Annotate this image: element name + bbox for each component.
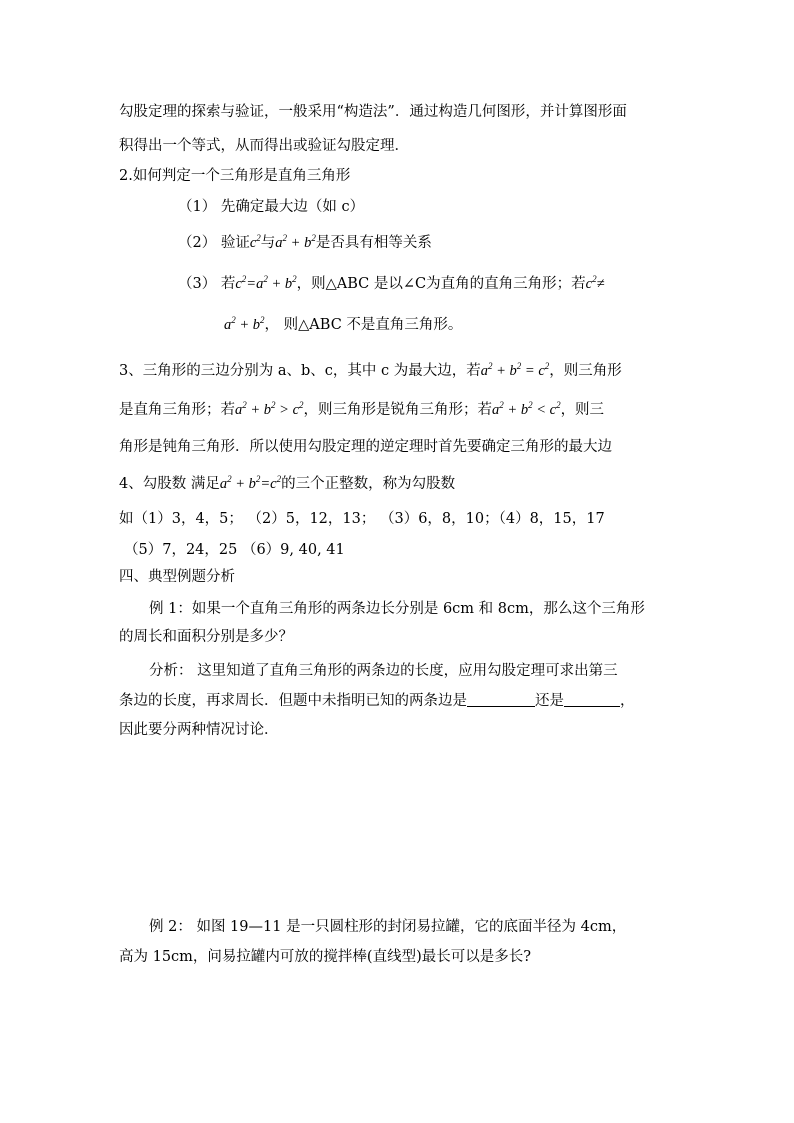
s3-line-3: 角形是钝角三角形．所以使用勾股定理的逆定理时首先要确定三角形的最大边: [119, 439, 612, 455]
analysis-line-2: [119, 691, 635, 711]
math-right-condition: $a^2 + b^2 = c^2$: [480, 361, 550, 379]
s2-item-2-post: 是否具有相等关系: [315, 235, 432, 251]
section-4-heading: 四、典型例题分析: [119, 569, 235, 585]
s3-line-2-mid: ，则三角形是锐角三角形；若: [303, 402, 493, 418]
s2-item-2-pre: 验证: [220, 235, 250, 251]
example-1-line-2: 的周长和面积分别是多少？: [119, 629, 293, 645]
s4-examples-2: （5）7，24，25 （6）9, 40, 41: [124, 542, 345, 558]
analysis-line-1: 分析： 这里知道了直角三角形的两条边的长度，应用勾股定理可求出第三: [149, 663, 618, 679]
s3-line-2: [119, 400, 604, 420]
example-2-line-1: 例 2： 如图 19—11 是一只圆柱形的封闭易拉罐，它的底面半径为 4cm，: [149, 919, 627, 935]
math-obtuse-condition: $a^2 + b^2 < c^2$: [492, 400, 561, 418]
intro-line-1: 勾股定理的探索与验证，一般采用“构造法”．通过构造几何图形，并计算图形面: [119, 104, 627, 120]
s2-item-3-pre: 若: [220, 276, 236, 292]
s4-examples-1: 如（1）3，4，5； （2）5，12，13； （3）6，8，10；（4）8，15，17: [119, 511, 605, 527]
s2-item-2-mid: 与: [260, 235, 276, 251]
intro-line-2: 积得出一个等式，从而得出或验证勾股定理．: [119, 138, 409, 154]
math-pythagorean-triple-equation: $a^2 + b^2=c^2$: [219, 474, 282, 492]
s3-line-2-pre: 是直角三角形；若: [119, 402, 235, 418]
s3-line-1-post: ，则三角形: [549, 363, 622, 379]
math-c2-not-equal: $c^2\ne$: [585, 274, 605, 292]
math-acute-condition: $a^2 + b^2 > c^2$: [235, 400, 304, 418]
s2-item-1-text: 先确定最大边（如 c）: [220, 199, 365, 215]
math-a2-plus-b2-cont: $a^2 + b^2$: [224, 315, 265, 333]
answer-blank-2[interactable]: [564, 692, 620, 707]
math-pythagorean-equation: $c^2=a^2 + b^2$: [235, 274, 297, 292]
s4-post: 的三个正整数，称为勾股数: [281, 476, 456, 492]
s2-item-2-number: （2）: [178, 235, 217, 251]
s2-item-3-mid: ，则△ABC 是以∠C为直角的直角三角形；若: [296, 276, 586, 292]
s2-item-1: [178, 197, 364, 217]
s3-line-1-pre: 3、三角形的三边分别为 a、b、c，其中 c 为最大边，若: [119, 363, 481, 379]
example-2-line-2: 高为 15cm，问易拉罐内可放的搅拌棒(直线型)最长可以是多长?: [119, 949, 532, 965]
s3-line-1: [119, 361, 622, 381]
math-a2-plus-b2: $a^2 + b^2$: [275, 233, 316, 251]
s4-definition: [119, 474, 455, 494]
analysis-line-2-pre: 条边的长度，再求周长．但题中未指明已知的两条边是: [119, 693, 467, 709]
s4-pre: 4、勾股数 满足: [119, 476, 220, 492]
analysis-line-2-mid: 还是: [535, 693, 564, 709]
example-1-line-1: 例 1：如果一个直角三角形的两条边长分别是 6cm 和 8cm，那么这个三角形: [149, 601, 645, 617]
math-c-squared: $c^2$: [249, 233, 261, 251]
s3-line-2-post: ，则三: [560, 402, 605, 418]
s2-item-3-cont-post: ， 则△ABC 不是直角三角形。: [264, 317, 463, 333]
s2-item-1-number: （1）: [178, 199, 217, 215]
s2-item-3-continuation: [224, 315, 462, 335]
analysis-line-2-post: ，: [620, 693, 635, 709]
s2-item-2: [178, 233, 432, 253]
s2-item-3-number: （3）: [178, 276, 217, 292]
answer-blank-1[interactable]: [467, 692, 535, 707]
s2-item-3: [178, 274, 605, 294]
analysis-line-3: 因此要分两种情况讨论．: [119, 722, 279, 738]
s2-heading: 2.如何判定一个三角形是直角三角形: [119, 168, 351, 184]
